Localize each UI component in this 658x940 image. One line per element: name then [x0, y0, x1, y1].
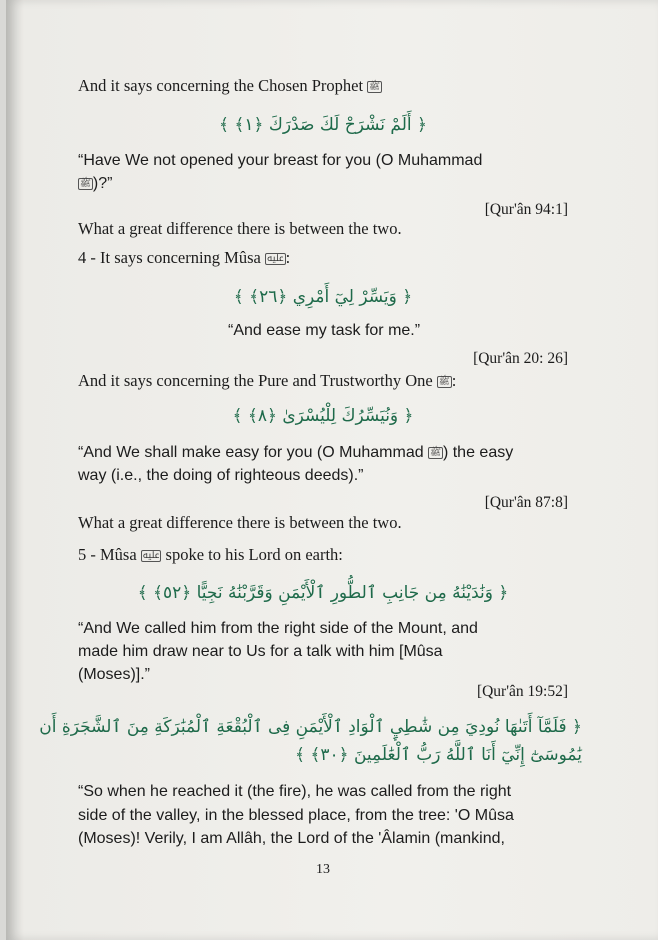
quote-line: (Moses)! Verily, I am Allâh, the Lord of the 'Âlamin (mankind, — [78, 830, 505, 847]
quote-line: “And We shall make easy for you (O Muhammad ﷺ ) the easy — [78, 444, 514, 461]
page-number: 13 — [316, 862, 330, 877]
text-line: What a great difference there is between the two. — [78, 513, 402, 532]
salutation-mark: ﷺ — [369, 82, 381, 92]
arabic-verse: ﴿ وَنُيَسِّرُكَ لِلْيُسْرَىٰ ﴿٨﴾ ﴾ — [232, 406, 414, 426]
arabic-verse: يَٰمُوسَىٰٓ إِنِّيٓ أَنَا ٱللَّهُ رَبُّ ٱلْعَٰلَمِينَ ﴿٣٠﴾ ﴾ — [295, 745, 582, 765]
quran-reference: [Qur'ân 87:8] — [484, 494, 568, 511]
text-line: And it says concerning the Pure and Trustworthy One ﷺ : — [78, 371, 457, 390]
arabic-verse: ﴿ أَلَمْ نَشْرَحْ لَكَ صَدْرَكَ ﴿١﴾ ﴾ — [219, 115, 427, 135]
section-heading: 4 - It says concerning Mûsa ﷷ : — [78, 248, 291, 267]
quote-line: made him draw near to Us for a talk with him [Mûsa — [78, 643, 443, 660]
salutation-mark: ﷷ — [142, 551, 160, 561]
quote-line: side of the valley, in the blessed place, from the tree: 'O Mûsa — [78, 807, 514, 824]
quote-line: “Have We not opened your breast for you (O Muhammad — [78, 152, 483, 169]
arabic-verse: ﴿ فَلَمَّآ أَتَىٰهَا نُودِيَ مِن شَٰطِيِٕ ٱلْوَادِ ٱلْأَيْمَنِ فِى ٱلْبُقْعَةِ ٱلْمُبَٰرَكَةِ مِنَ ٱلشَّجَرَةِ أَن — [39, 717, 582, 737]
salutation-mark: ﷺ — [430, 448, 441, 458]
quote-line: (Moses)].” — [78, 666, 150, 683]
quote-line: “And ease my task for me.” — [228, 322, 421, 339]
book-page — [6, 0, 658, 940]
quran-reference: [Qur'ân 94:1] — [484, 201, 568, 218]
text-line: What a great difference there is between the two. — [78, 219, 402, 238]
section-heading: 5 - Mûsa ﷷ spoke to his Lord on earth: — [78, 545, 343, 564]
quran-reference: [Qur'ân 19:52] — [476, 683, 568, 700]
arabic-verse: ﴿ وَنَٰدَيْنَٰهُ مِن جَانِبِ ٱلطُّورِ ٱلْأَيْمَنِ وَقَرَّبْنَٰهُ نَجِيًّا ﴿٥٢﴾ ﴾ — [137, 583, 509, 603]
arabic-verse: ﴿ وَيَسِّرْ لِيٓ أَمْرِي ﴿٢٦﴾ ﴾ — [233, 287, 413, 307]
quran-reference: [Qur'ân 20: 26] — [473, 350, 568, 367]
salutation-mark: ﷷ — [266, 254, 284, 264]
quote-line: way (i.e., the doing of righteous deeds).” — [78, 467, 364, 484]
text-line: And it says concerning the Chosen Prophet ﷺ — [78, 76, 381, 95]
salutation-mark: ﷺ — [438, 377, 450, 387]
quote-line: “And We called him from the right side of the Mount, and — [78, 620, 478, 637]
quote-line: ﷺ )?” — [80, 175, 113, 192]
quote-line: “So when he reached it (the fire), he was called from the right — [78, 783, 512, 800]
salutation-mark: ﷺ — [80, 179, 91, 189]
